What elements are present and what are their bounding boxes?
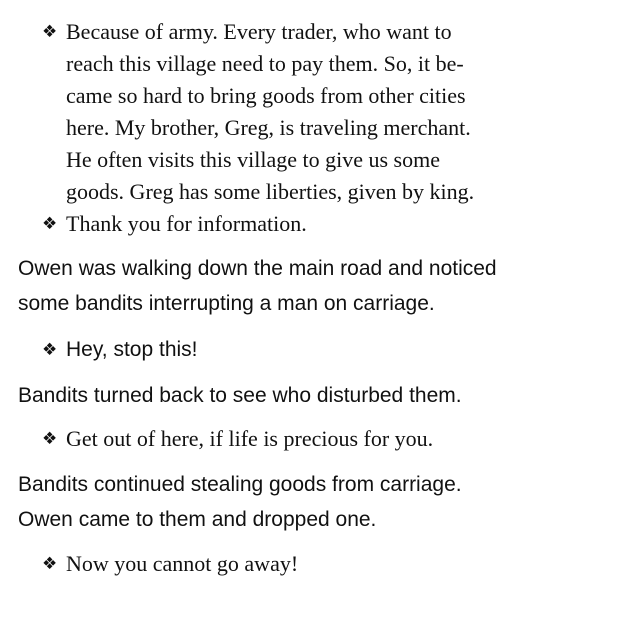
text-line: Owen came to them and dropped one.	[18, 508, 377, 531]
text-line: some bandits interrupting a man on carriage.	[18, 292, 435, 315]
text-line: reach this village need to pay them. So, it be-	[66, 51, 464, 76]
text-line: Because of army. Every trader, who want to	[66, 19, 452, 44]
diamond-bullet-icon: ❖	[42, 22, 58, 42]
dialogue-text	[66, 548, 298, 580]
text-line: came so hard to bring goods from other cities	[66, 83, 466, 108]
diamond-bullet-icon: ❖	[42, 429, 58, 449]
dialogue-text: Hey, stop this!	[66, 338, 198, 361]
dialogue-line	[42, 548, 298, 580]
dialogue-text	[66, 423, 433, 455]
diamond-bullet-icon: ❖	[42, 214, 58, 234]
text-line: goods. Greg has some liberties, given by king.	[66, 179, 475, 204]
text-line: Get out of here, if life is precious for you.	[66, 426, 434, 451]
dialogue-line	[42, 334, 198, 366]
text-line: He often visits this village to give us some	[66, 147, 440, 172]
dialogue-line	[42, 208, 307, 240]
narration-paragraph	[18, 378, 462, 413]
diamond-bullet-icon: ❖	[42, 340, 58, 360]
dialogue-line	[42, 16, 474, 208]
dialogue-line	[42, 423, 433, 455]
text-line: Bandits turned back to see who disturbed them.	[18, 384, 462, 407]
diamond-bullet-icon: ❖	[42, 554, 58, 574]
text-line: Thank you for information.	[66, 211, 307, 236]
text-line: Bandits continued stealing goods from carriage.	[18, 473, 462, 496]
text-line: Owen was walking down the main road and noticed	[18, 257, 497, 280]
dialogue-text	[66, 208, 307, 240]
narration-paragraph	[18, 467, 462, 537]
dialogue-text	[66, 16, 474, 208]
narration-paragraph	[18, 251, 497, 321]
text-line: Now you cannot go away!	[66, 551, 299, 576]
text-line: here. My brother, Greg, is traveling merchant.	[66, 115, 471, 140]
